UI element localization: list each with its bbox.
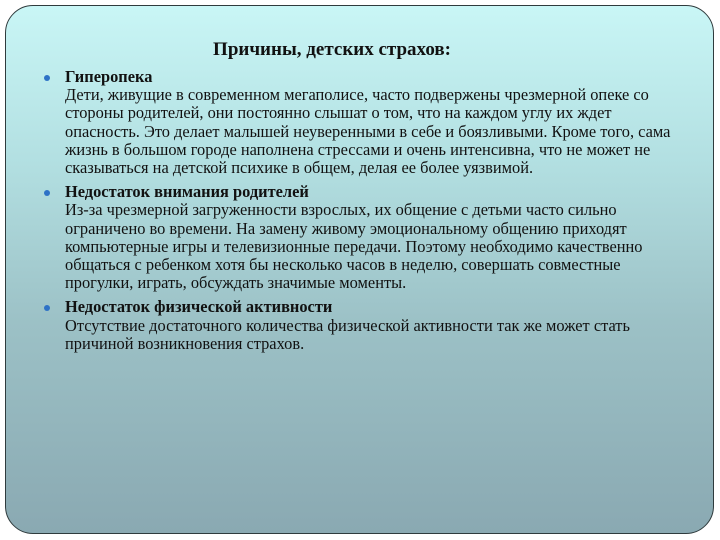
item-body: Дети, живущие в современном мегаполисе, часто подвержены чрезмерной опеке со стороны родителей, они постоянно слышат о том, что на каждом углу их ждет опасность. Это делает малышей неуверенными в себе и боязливыми. Кроме того, сама жизнь в большом городе наполнена стрессами и очень интенсивна, что не может не сказываться на детской психике в общем, делая ее более уязвимой.	[65, 85, 671, 178]
bullet-icon	[44, 190, 50, 196]
item-heading: Недостаток физической активности	[65, 297, 333, 317]
slide-title: Причины, детских страхов:	[213, 39, 451, 60]
item-heading: Гиперопека	[65, 67, 153, 86]
list-item	[42, 183, 678, 292]
bullet-list	[42, 68, 678, 359]
bullet-icon	[44, 305, 50, 311]
item-body: Отсутствие достаточного количества физической активности так же может стать причиной возникновения страхов.	[65, 315, 630, 353]
item-body: Из-за чрезмерной загруженности взрослых, их общение с детьми часто сильно ограничено во времени. На замену живому эмоциональному общению приходят компьютерные игры и телевизионные передачи. Поэтому необходимо качественно общаться с ребенком хотя бы несколько часов в неделю, совершать совместные прогулки, играть, обсуждать значимые моменты.	[65, 200, 643, 293]
slide	[5, 5, 714, 534]
list-item	[42, 68, 678, 177]
list-item	[42, 298, 678, 353]
item-heading: Недостаток внимания родителей	[65, 182, 309, 202]
bullet-icon	[44, 75, 50, 81]
